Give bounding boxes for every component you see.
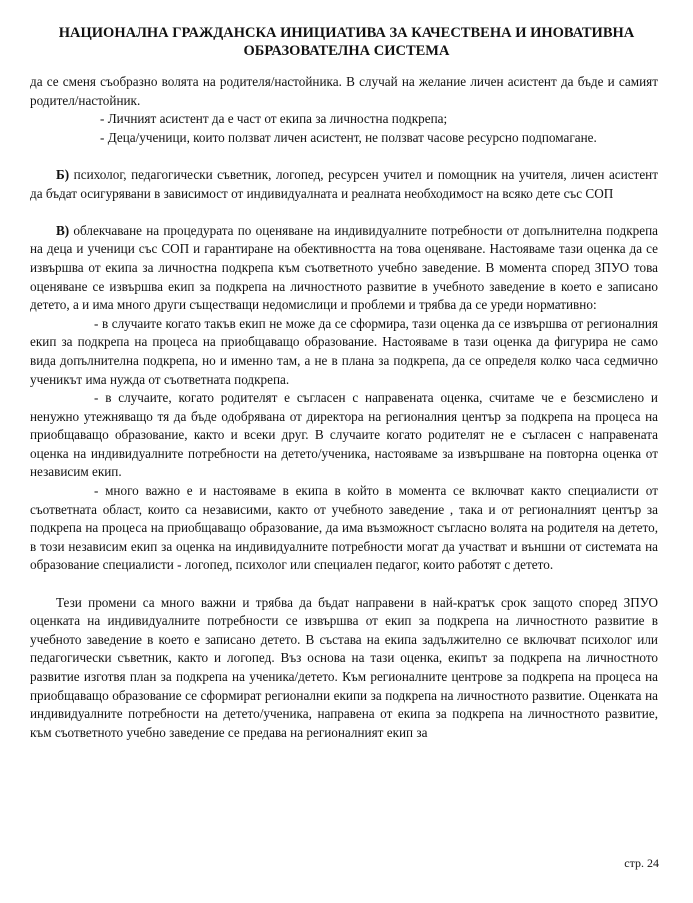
page-number: стр. 24 xyxy=(624,856,659,870)
bullet-item-2: - Деца/ученици, които ползват личен асистент, не ползват часове ресурсно подпомагане. xyxy=(100,129,597,145)
section-b-label: Б) xyxy=(56,166,70,182)
header-line-2: ОБРАЗОВАТЕЛНА СИСТЕМА xyxy=(243,43,450,59)
section-v-text: облекчаване на процедурата по оценяване на индивидуалните потребности от допълнителна подкрепа на деца и ученици със СОП и гарантиране на обективността на това оценяване. Настояваме тази оценка да се извършва от екипа за личностна подкрепа към съответното учебно заведение. В момента според ЗПУО това оценяване се извършва екип за подкрепа на личностното развитие в учебното заведение в което е записано детето, а и има много други съществащи недомислици и проблеми и трябва да се уреди нормативно: xyxy=(30,222,658,313)
bullet-item-1: - Личният асистент да е част от екипа за личностна подкрепа; xyxy=(100,111,448,127)
document-header xyxy=(30,24,663,60)
sub-item-2: - в случаите, когато родителят е съгласен с направената оценка, считаме че е безсмислено и ненужно утежняващо тя да бъде одобрявана от директора на регионалния център за подкрепа на процеса на приобщаващо образование, както и всеки друг. В случаите когато родителят не е съгласен с направената оценка на индивидуалните потребности на детето/ученика, настояваме за извършване на повторна оценка от независим екип. xyxy=(30,390,658,480)
section-b-text: психолог, педагогически съветник, логопед, ресурсен учител и помощник на учителя, личен асистент да бъдат осигурявани в зависимост от индивидуалната и реалната необходимост на всяко дете със СОП xyxy=(30,166,658,201)
section-v-paragraph xyxy=(30,222,658,315)
sub-item-3: - много важно е и настояваме в екипа в който в момента се включват както специалисти от съответната област, които са независими, както от учебното заведение , така и от регионалният център за подкрепа на процеса на приобщаващо образование, да има възможност съгласно волята на родителя на детето, в този независим екип за оценка на индивидуалните потребности могат да участват и външни от системата на образование специалисти - логопед, психолог или специален педагог, които работят с детето. xyxy=(30,483,658,573)
section-b-paragraph xyxy=(30,166,658,203)
header-line-1: НАЦИОНАЛНА ГРАЖДАНСКА ИНИЦИАТИВА ЗА КАЧЕСТВЕНА И ИНОВАТИВНА xyxy=(58,25,635,41)
document-body xyxy=(30,73,658,742)
sub-item-1: - в случаите когато такъв екип не може да се сформира, тази оценка да се извършва от регионалния екип за подкрепа на процеса на приобщаващо образование. Настояваме в тази оценка да фигурира не само вида допълнителна подкрепа, но и именно там, а не в плана за подкрепа, да се определя колко часа седмично ученикът има нужда от съответната подкрепа. xyxy=(30,315,658,387)
paragraph-continuation: да се сменя съобразно волята на родителя/настойника. В случай на желание личен асистент да бъде и самият родител/настойник. xyxy=(30,74,658,108)
section-v-label: В) xyxy=(56,222,70,238)
final-paragraph: Тези промени са много важни и трябва да бъдат направени в най-кратък срок защото според ЗПУО оценката на индивидуалните потребности се извършва от екип за подкрепа на личностното развитие в учебното заведение в което е записано детето. В състава на екипа задължително се включват психолог или педагогически съветник, както и логопед. Въз основа на тази оценка, екипът за подкрепа на личностното развитие изготвя план за подкрепа на ученика/детето. Към регионалните центрове за подкрепа на процеса на приобщаващо образование се сформират регионални екипи за подкрепа на личностното развитие. Оценката на индивидуалните потребности на детето/ученика, направена от екипа за подкрепа на личностното развитие, към съответното учебно заведение се предава на регионалният екип за xyxy=(30,594,658,740)
